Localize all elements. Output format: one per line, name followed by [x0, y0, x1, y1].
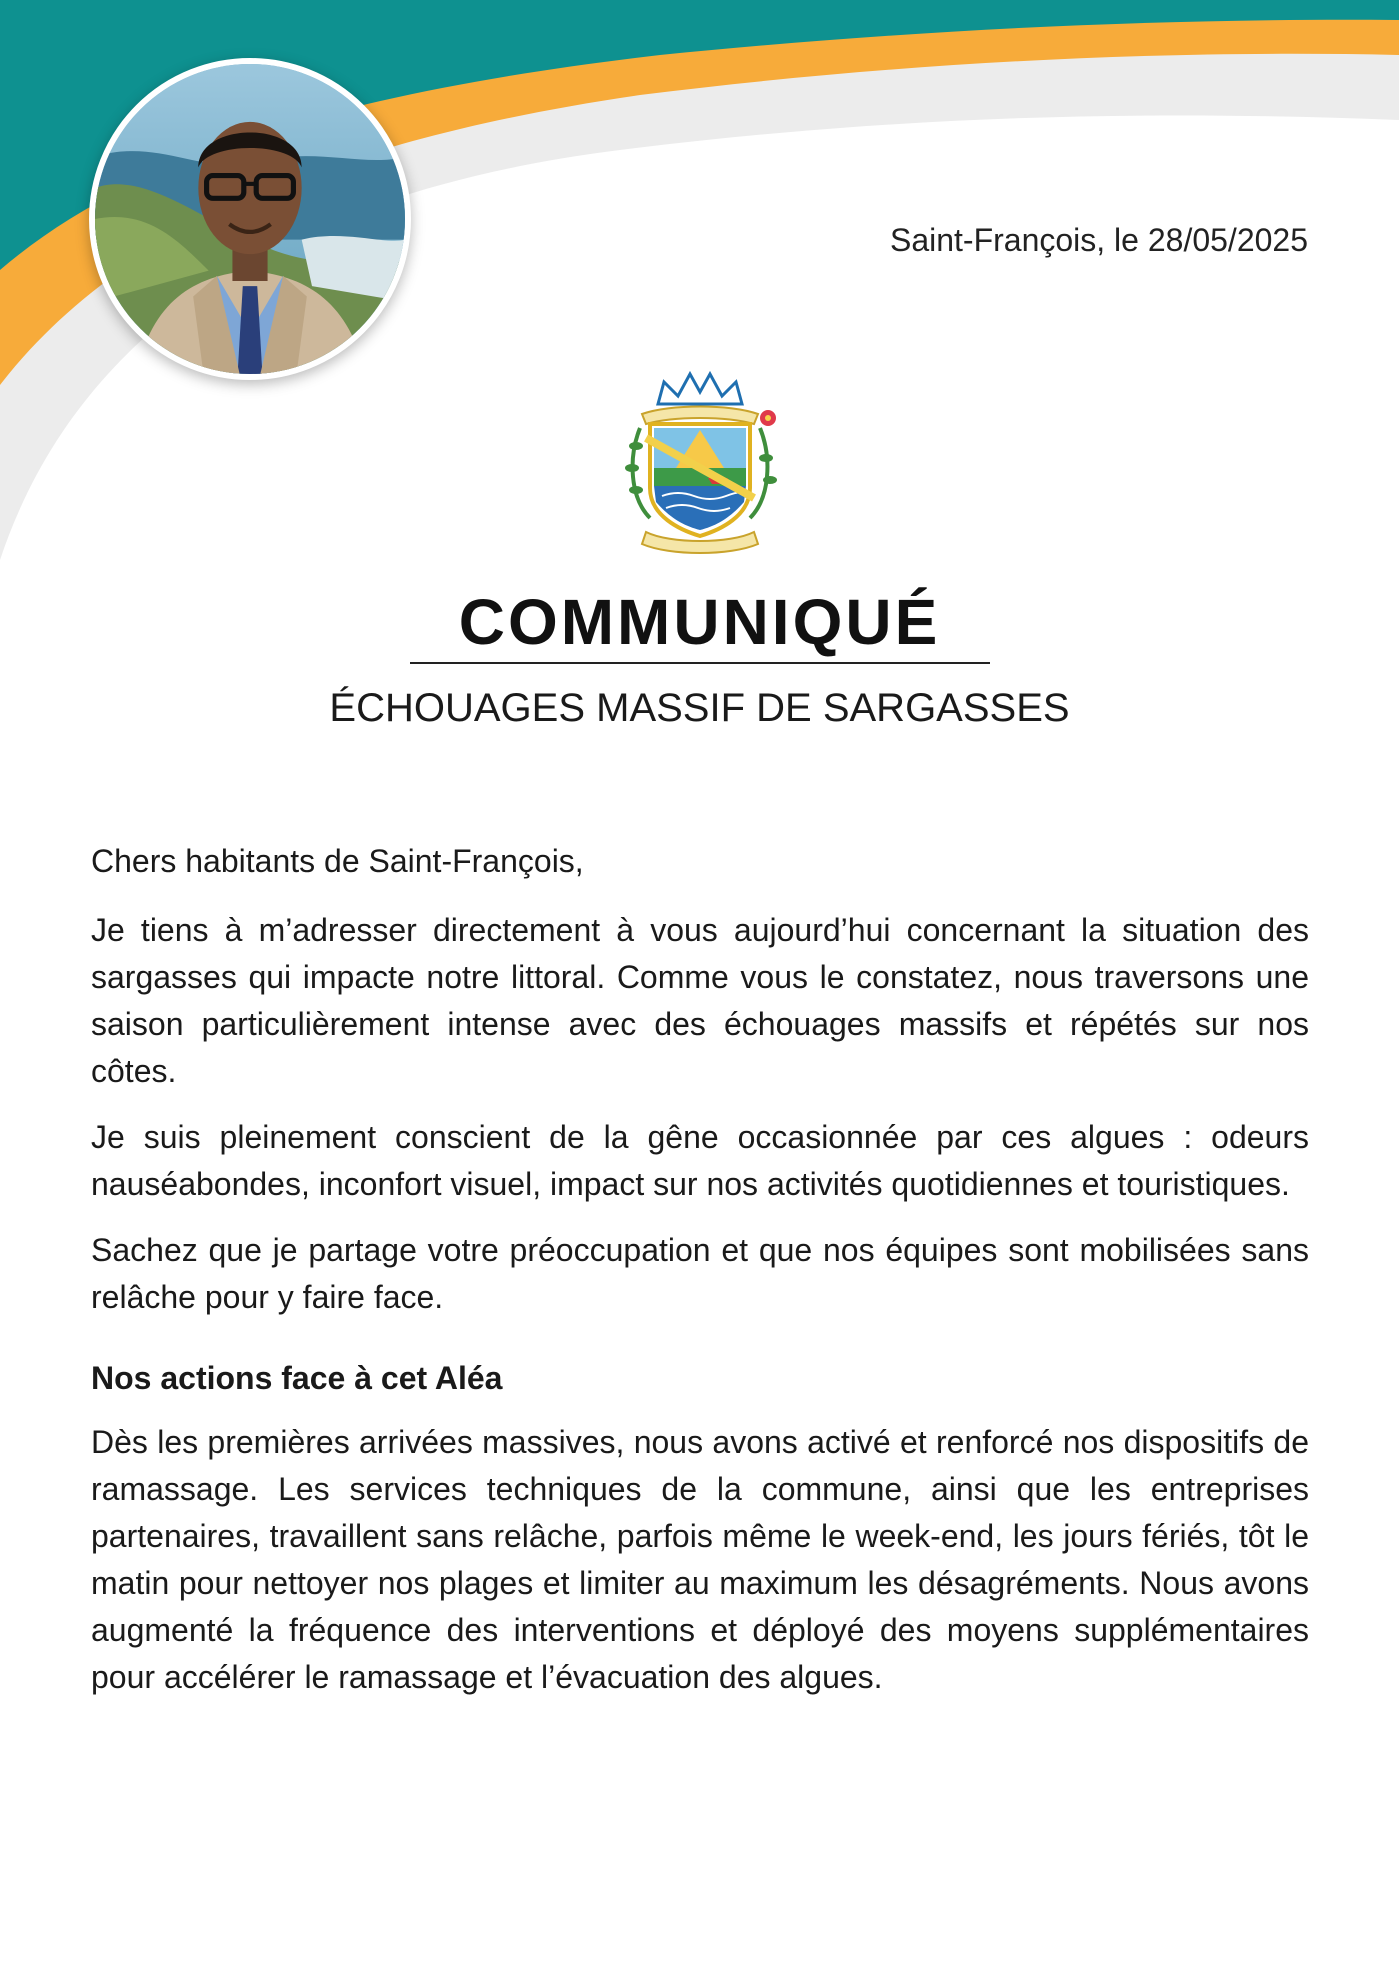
document-body — [91, 838, 1309, 1720]
section-paragraph: Dès les premières arrivées massives, nous avons activé et renforcé nos dispositifs de ramassage. Les services techniques de la commune, ainsi que les entreprises partenaires, travaillent sans relâche, parfois même le week-end, les jours fériés, tôt le matin pour nettoyer nos plages et limiter au maximum les désagréments. Nous avons augmenté la fréquence des interventions et déployé des moyens supplémentaires pour accélérer le ramassage et l’évacuation des algues. — [91, 1424, 1309, 1695]
document-date: Saint-François, le 28/05/2025 — [889, 222, 1308, 258]
portrait-photo — [89, 58, 411, 380]
document-subtitle: ÉCHOUAGES MASSIF DE SARGASSES — [329, 686, 1070, 730]
title-underline — [410, 662, 990, 664]
document-title: COMMUNIQUÉ — [458, 586, 941, 658]
municipal-coat-of-arms-icon — [620, 368, 780, 554]
body-paragraph: Sachez que je partage votre préoccupation et que nos équipes sont mobilisées sans relâche pour y faire face. — [91, 1232, 1309, 1315]
section-heading: Nos actions face à cet Aléa — [91, 1360, 503, 1396]
portrait-illustration — [95, 64, 405, 374]
greeting: Chers habitants de Saint-François, — [91, 843, 584, 879]
body-paragraph: Je suis pleinement conscient de la gêne occasionnée par ces algues : odeurs nauséabondes, inconfort visuel, impact sur nos activités quotidiennes et touristiques. — [91, 1119, 1309, 1202]
body-paragraph: Je tiens à m’adresser directement à vous aujourd’hui concernant la situation des sargasses qui impacte notre littoral. Comme vous le constatez, nous traversons une saison particulièrement intense avec des échouages massifs et répétés sur nos côtes. — [91, 912, 1309, 1089]
